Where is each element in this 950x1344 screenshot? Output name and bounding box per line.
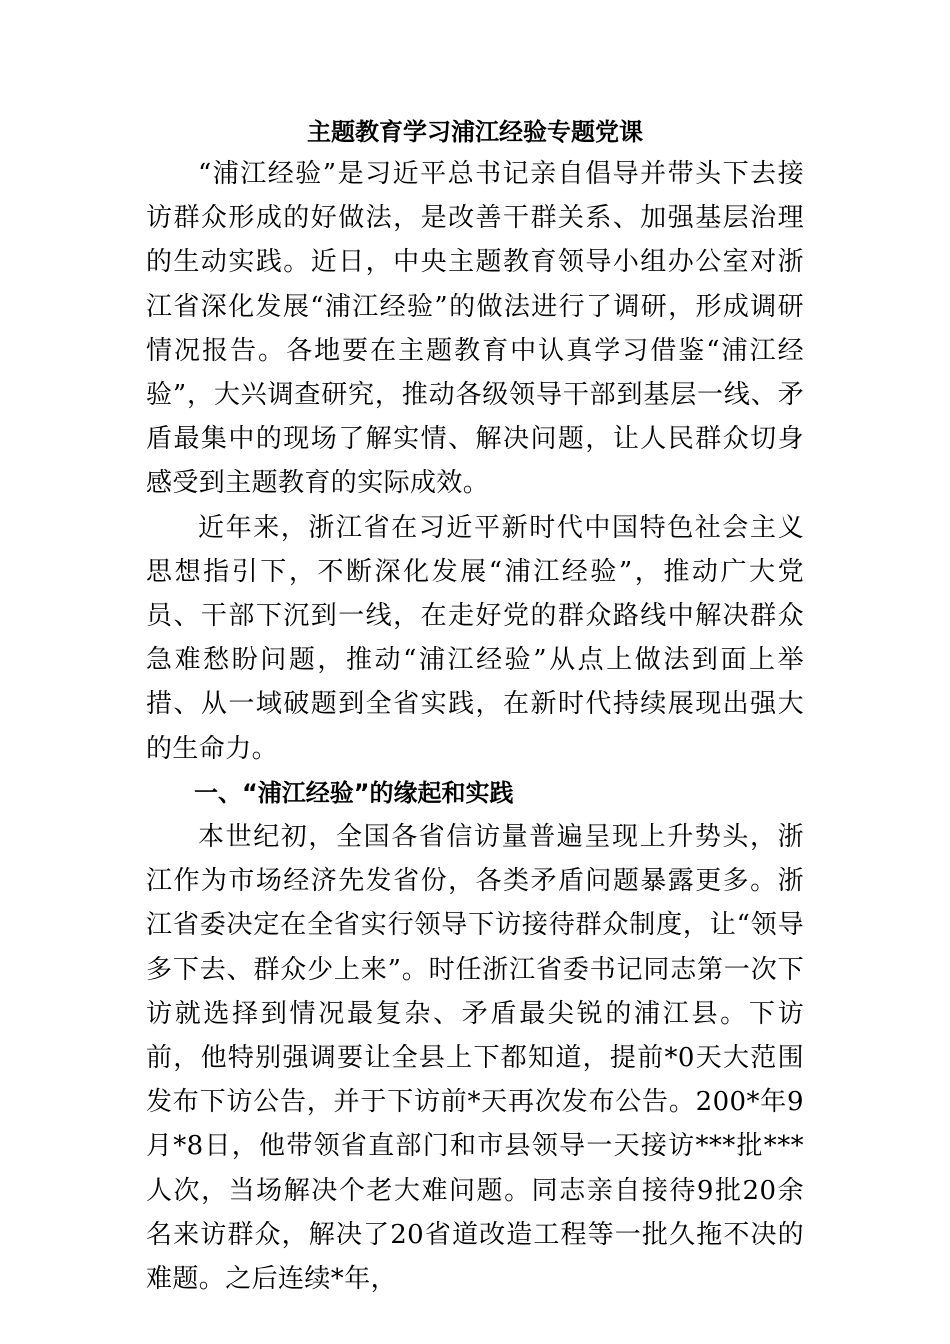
intro-paragraph: “浦江经验”是习近平总书记亲自倡导并带头下去接访群众形成的好做法，是改善干群关系、加强基层治理的生动实践。近日，中央主题教育领导小组办公室对浙江省深化发展“浦江经验”的做法进行了调研，形成调研情况报告。各地要在主题教育中认真学习借鉴“浦江经验”，大兴调查研究，推动各级领导干部到基层一线、矛盾最集中的现场了解实情、解决问题，让人民群众切身感受到主题教育的实际成效。 bbox=[146, 159, 804, 499]
second-paragraph: 近年来，浙江省在习近平新时代中国特色社会主义思想指引下，不断深化发展“浦江经验”，推动广大党员、干部下沉到一线，在走好党的群众路线中解决群众急难愁盼问题，推动“浦江经验”从点上做法到面上举措、从一域破题到全省实践，在新时代持续展现出强大的生命力。 bbox=[146, 512, 804, 764]
document-page bbox=[146, 112, 804, 1301]
document-title: 主题教育学习浦江经验专题党课 bbox=[307, 118, 643, 146]
section-heading: 一、“浦江经验”的缘起和实践 bbox=[194, 778, 514, 807]
section-paragraph: 本世纪初，全国各省信访量普遍呈现上升势头，浙江作为市场经济先发省份，各类矛盾问题暴露更多。浙江省委决定在全省实行领导下访接待群众制度，让“领导多下去、群众少上来”。时任浙江省委书记同志第一次下访就选择到情况最复杂、矛盾最尖锐的浦江县。下访前，他特别强调要让全县上下都知道，提前*0天大范围发布下访公告，并于下访前*天再次发布公告。200*年9月*8日，他带领省直部门和市县领导一天接访***批***人次，当场解决个老大难问题。同志亲自接待9批20余名来访群众，解决了20省道改造工程等一批久拖不决的难题。之后连续*年， bbox=[146, 822, 804, 1295]
